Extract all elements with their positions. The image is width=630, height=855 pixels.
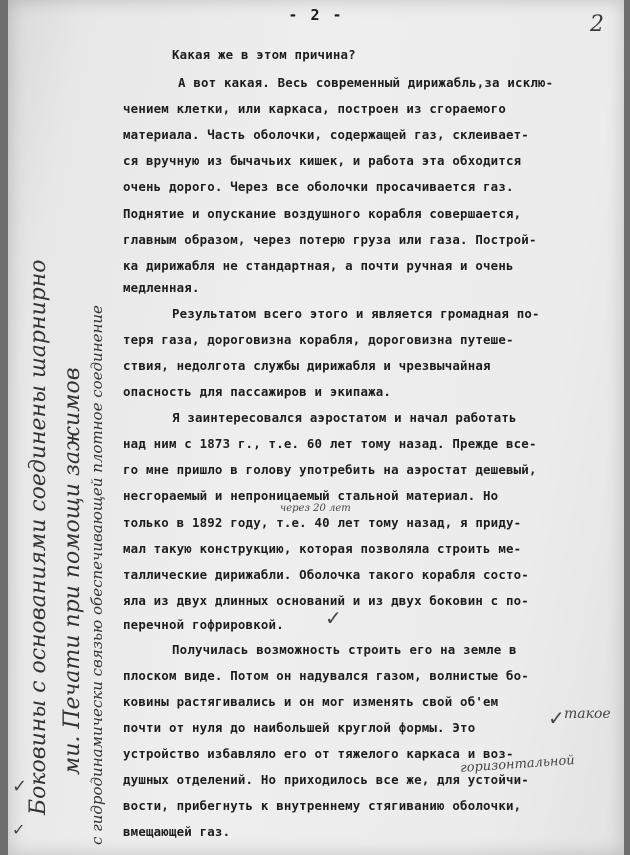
margin-note: с гидродинамически связью обеспечивающей плотное соединение	[88, 305, 106, 845]
text-line: ствия, недолгота службы дирижабля и чрезвычайная	[123, 358, 491, 373]
text-line: очень дорого. Через все оболочки просачивается газ.	[123, 179, 514, 194]
text-line: Поднятие и опускание воздушного корабля совершается,	[123, 206, 522, 221]
text-line: вости, прибегнуть к внутреннему стягиванию оболочки,	[123, 798, 522, 813]
text-line: вмещающей газ.	[123, 824, 231, 839]
text-line: чением клетки, или каркаса, построен из сгораемого	[123, 101, 506, 116]
text-line: устройство избавляло его от тяжелого каркаса и воз-	[123, 746, 514, 761]
text-line: перечной гофрировкой.	[123, 617, 284, 632]
text-line: Какая же в этом причина?	[172, 47, 356, 62]
text-line: Получилась возможность строить его на земле в	[172, 642, 517, 657]
text-line: мал такую конструкцию, которая позволяла строить ме-	[123, 541, 522, 556]
text-line: ся вручную из бычачьих кишек, и работа эта обходится	[123, 153, 522, 168]
text-line: таллические дирижабли. Оболочка такого корабля состо-	[123, 567, 529, 582]
page-number: - 2 -	[288, 6, 344, 24]
handwritten-insert: горизонтальной	[459, 753, 576, 776]
margin-note: Боковины с основаниями соединены шарнирно	[26, 259, 51, 815]
text-line: материала. Часть оболочки, содержащей газ, склеивает-	[123, 127, 529, 142]
margin-note: ми. Печати при помощи зажимов	[60, 367, 85, 775]
text-line: почти от нуля до наибольшей круглой формы. Это	[123, 720, 476, 735]
text-line: Я заинтересовался аэростатом и начал работать	[172, 410, 517, 425]
text-line: го мне пришло в голову употребить на аэростат дешевый,	[123, 462, 537, 477]
document-page	[8, 0, 624, 855]
check-mark-icon: ✓	[325, 606, 342, 630]
text-line: плоском виде. Потом он надувался газом, волнистые бо-	[123, 668, 529, 683]
text-line: главным образом, через потерю груза или газа. Построй-	[123, 232, 537, 247]
text-line: опасность для пассажиров и экипажа.	[123, 384, 392, 399]
handwritten-page-number: 2	[590, 12, 604, 37]
text-line: несгораемый и непроницаемый стальной материал. Но	[123, 488, 499, 503]
text-line: душных отделений. Но приходилось все же, для устойчи-	[123, 772, 529, 787]
text-line: медленная.	[123, 280, 200, 295]
text-line: над ним с 1873 г., т.е. 60 лет тому назад. Прежде все-	[123, 436, 537, 451]
text-line: яла из двух длинных оснований и из двух боковин с по-	[123, 593, 529, 608]
check-mark-icon: ✓	[12, 776, 28, 797]
handwritten-insert: через 20 лет	[280, 503, 351, 514]
text-line: только в 1892 году, т.е. 40 лет тому назад, я приду-	[123, 515, 522, 530]
text-line: Результатом всего этого и является громадная по-	[172, 306, 540, 321]
check-mark-icon: ✓	[12, 820, 26, 839]
handwritten-insert: такое	[564, 706, 611, 722]
text-line: А вот какая. Весь современный дирижабль,за исклю-	[178, 75, 554, 90]
text-line: ка дирижабля не стандартная, а почти ручная и очень	[123, 258, 514, 273]
text-line: теря газа, дороговизна корабля, дороговизна путеше-	[123, 332, 514, 347]
text-line: ковины растягивались и он мог изменять свой об'ем	[123, 694, 499, 709]
check-mark-icon: ✓	[548, 706, 565, 730]
